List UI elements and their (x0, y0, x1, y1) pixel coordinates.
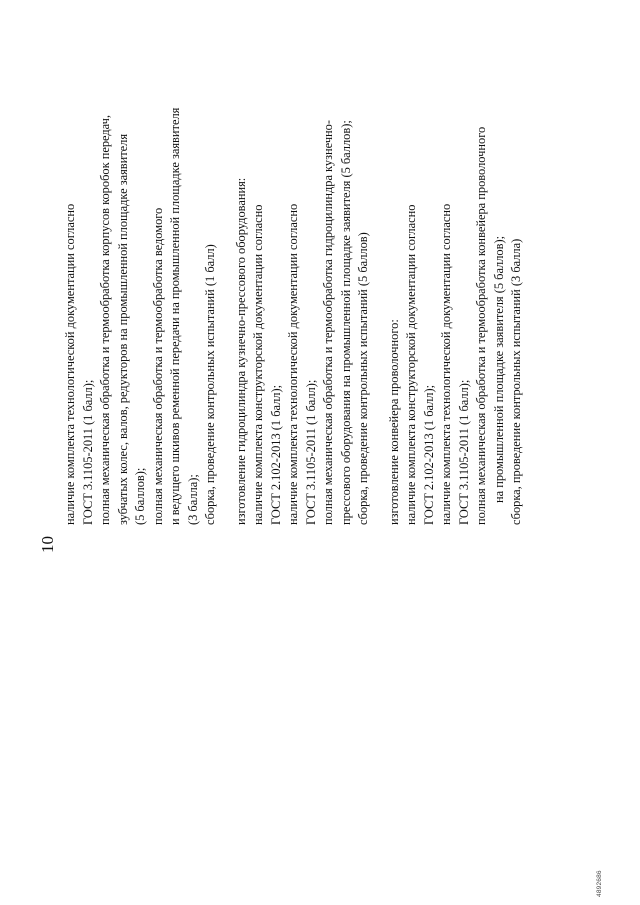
text-line: (5 баллов); (133, 467, 147, 525)
section-heading: изготовление гидроцилиндра кузнечно-прессового оборудования: (233, 177, 248, 525)
document-id: 4892686 (596, 870, 603, 897)
text-line: и ведущего шкивов ременной передачи на промышленной площадке заявителя (168, 107, 182, 525)
text-line: (3 балла); (185, 474, 200, 525)
text-line: сборка, проведение контрольных испытаний (3 балла) (509, 238, 523, 525)
blank-line (373, 55, 386, 525)
text-line: ГОСТ 3.1105-2011 (1 балл); (80, 379, 95, 525)
text-line: наличие комплекта технологической документации согласно (286, 203, 300, 525)
text-line: полная механическая обработка и термообработка ведомого (150, 207, 165, 525)
text-line: наличие комплекта конструкторской документации согласно (404, 204, 418, 525)
text-line: ГОСТ 3.1105-2011 (1 балл); (456, 379, 471, 525)
text-line: наличие комплекта технологической документации согласно (63, 203, 77, 525)
text-line: ГОСТ 2.102-2013 (1 балл); (421, 384, 436, 525)
document-body (62, 55, 526, 525)
text-line: сборка, проведение контрольных испытаний (1 балл) (203, 244, 217, 525)
section-heading: изготовление конвейера проволочного: (386, 319, 401, 525)
text-line: полная механическая обработка и термообработка конвейера проволочного (474, 126, 488, 525)
text-line: ГОСТ 3.1105-2011 (1 балл); (303, 379, 318, 525)
blank-line (220, 55, 233, 525)
text-line: наличие комплекта конструкторской документации согласно (251, 204, 265, 525)
text-line: сборка, проведение контрольных испытаний (5 баллов) (356, 232, 370, 525)
page-number: 10 (38, 536, 57, 553)
text-line: прессового оборудования на промышленной площадке заявителя (5 баллов); (338, 120, 353, 525)
text-line: наличие комплекта технологической документации согласно (439, 203, 453, 525)
text-line: на промышленной площадке заявителя (5 баллов); (491, 235, 506, 503)
text-line: полная механическая обработка и термообработка гидроцилиндра кузнечно- (321, 120, 335, 525)
text-line: ГОСТ 2.102-2013 (1 балл); (268, 384, 283, 525)
text-line: полная механическая обработка и термообработка корпусов коробок передач, (98, 115, 112, 525)
text-line: зубчатых колес, валов, редукторов на промышленной площадке заявителя (115, 133, 130, 525)
